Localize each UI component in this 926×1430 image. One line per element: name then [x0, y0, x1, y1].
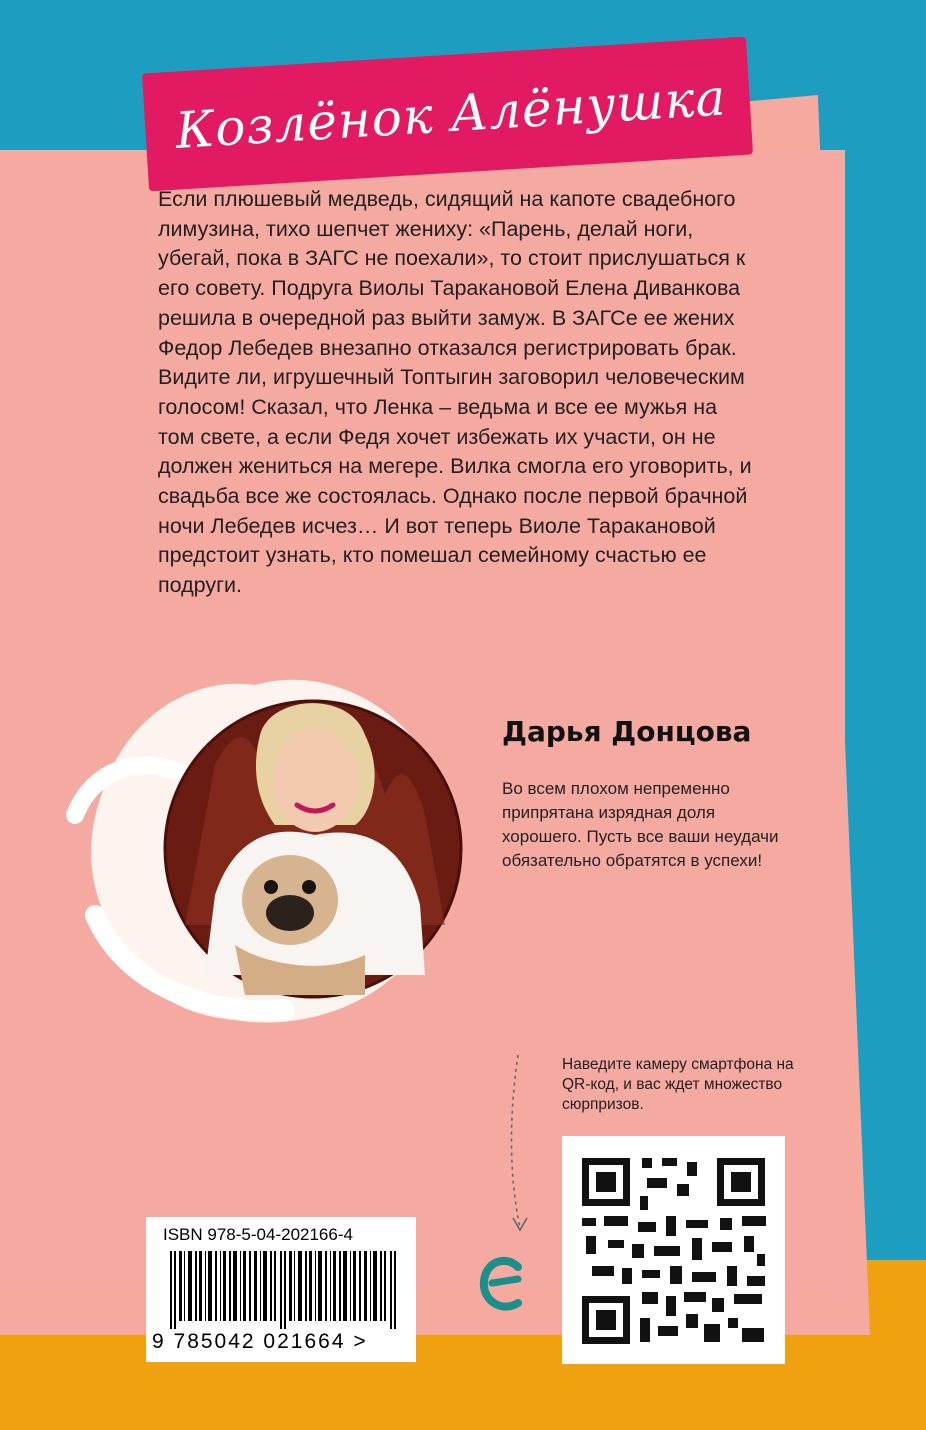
series-title: Козлёнок Алёнушка [173, 68, 728, 160]
publisher-logo-icon [478, 1253, 530, 1315]
author-name: Дарья Донцова [502, 715, 752, 748]
author-quote: Во всем плохом непременно припрятана изрядная доля хорошего. Пусть все ваши неудачи обязательно обратятся в успехи! [502, 779, 779, 870]
down-arrow-icon [500, 1050, 540, 1240]
barcode [170, 1251, 398, 1329]
isbn-label: ISBN 978-5-04-202166-4 [163, 1225, 353, 1244]
book-blurb: Если плюшевый медведь, сидящий на капоте свадебного лимузина, тихо шепчет жениху: «Парень, делай ноги, убегай, пока в ЗАГС не поехали», то стоит прислушаться к его совету. Подруга Виолы Таракановой Елена Диванкова решила в очередной раз выйти замуж. В ЗАГСе ее жених Федор Лебедев внезапно отказался регистрировать брак. Видите ли, игрушечный Топтыгин заговорил человеческим голосом! Сказал, что Ленка – ведьма и все ее мужья на том свете, а если Федя хочет избежать их участи, он не должен жениться на мегере. Вилка смогла его уговорить, и свадьба все же состоялась. Однако после первой брачной ночи Лебедев исчез… И вот теперь Виоле Таракановой предстоит узнать, кто помешал семейному счастью ее подруги. [158, 187, 752, 598]
qr-code[interactable] [562, 1136, 785, 1364]
qr-code-card [562, 1136, 785, 1364]
isbn-card [146, 1217, 416, 1362]
isbn-digits: 9 785042 021664 > [152, 1330, 368, 1353]
author-photo [65, 665, 485, 1040]
qr-caption: Наведите камеру смартфона на QR-код, и вас ждет множество сюрпризов. [562, 1056, 794, 1113]
